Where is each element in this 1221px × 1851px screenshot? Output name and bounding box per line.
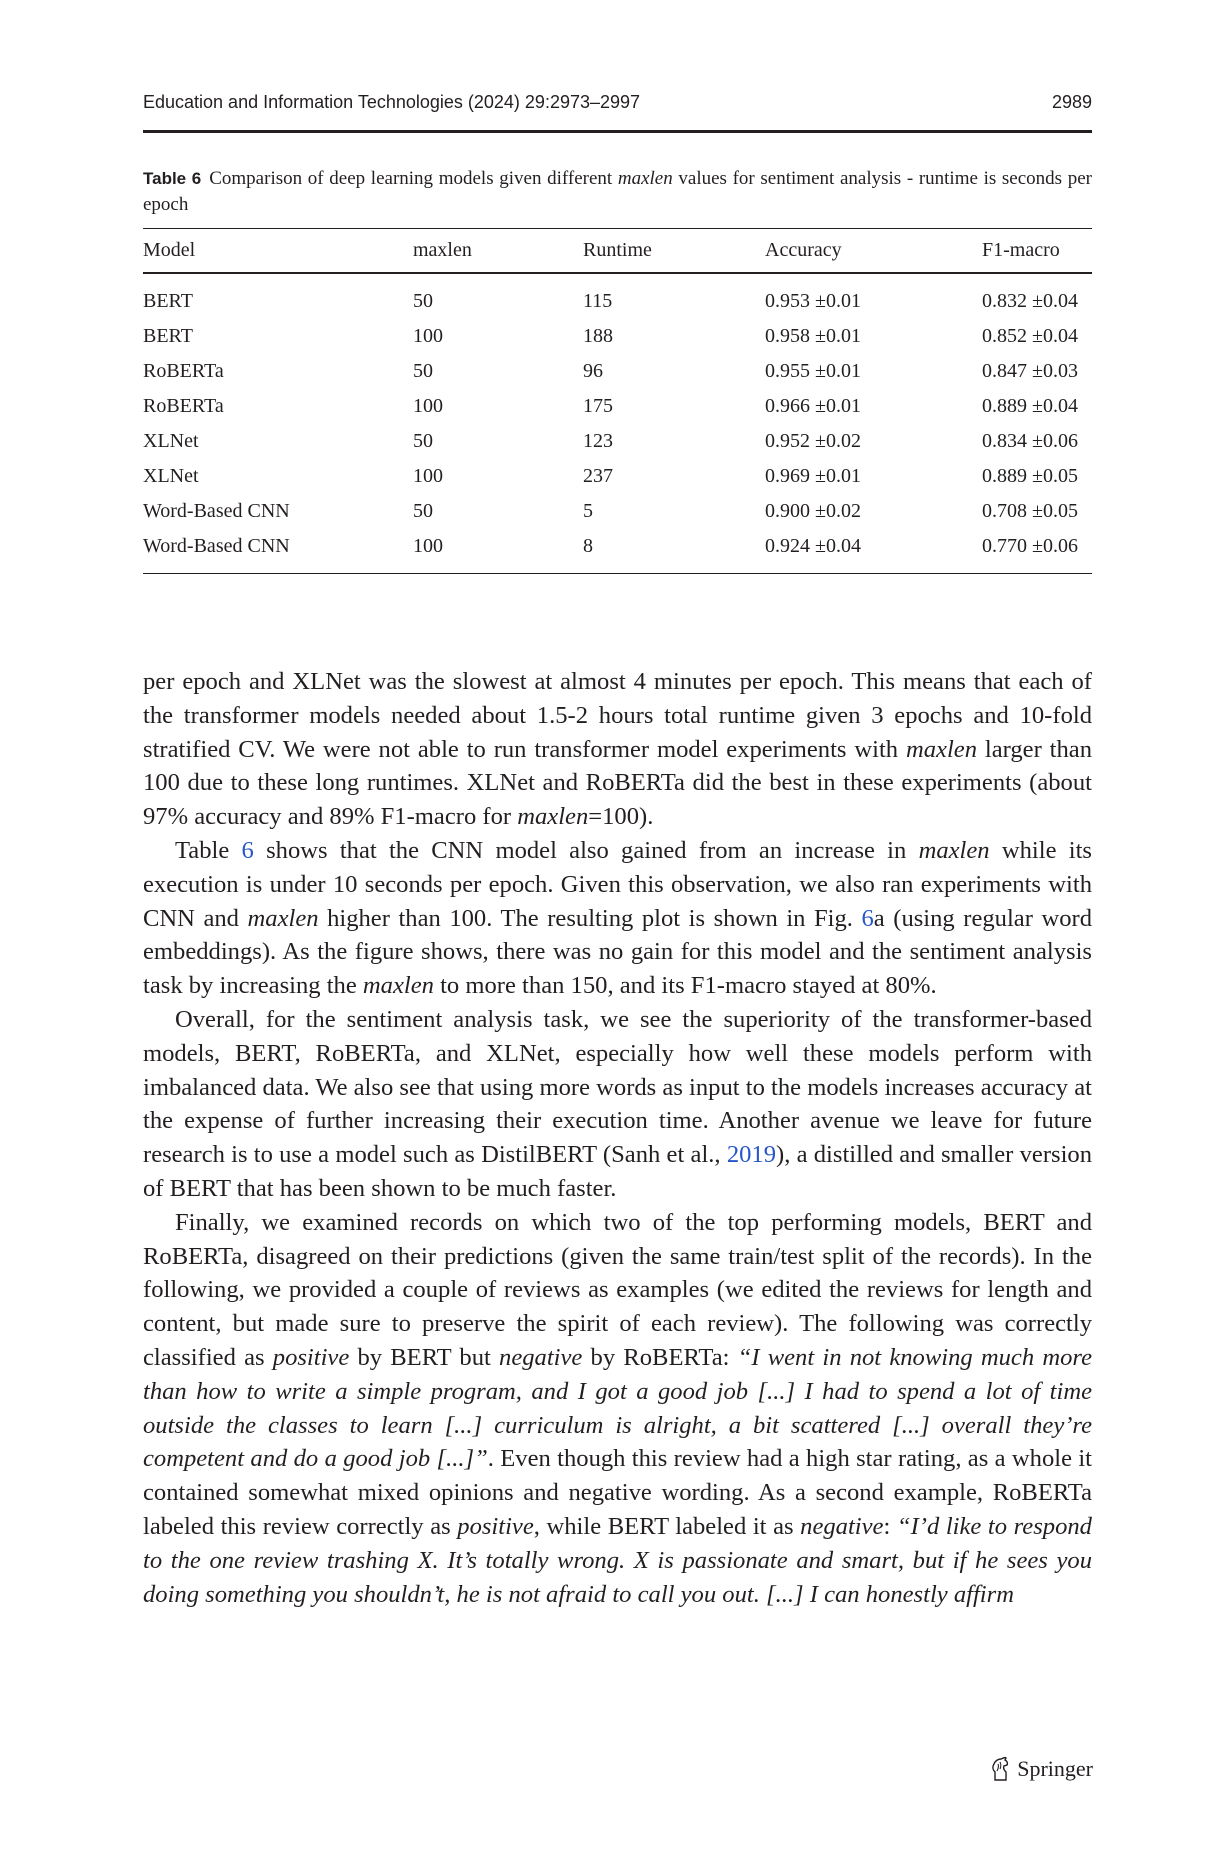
cell-maxlen: 50 (413, 360, 433, 382)
text-run: to more than 150, and its F1-macro stayed at 80%. (433, 972, 937, 1000)
cell-model: RoBERTa (143, 360, 224, 382)
cell-accuracy: 0.900 ±0.02 (765, 500, 861, 522)
cell-runtime: 115 (583, 290, 613, 312)
cell-accuracy: 0.952 ±0.02 (765, 430, 861, 452)
text-run: while its execution is under 10 seconds per epoch. Given this observation, we also ran experiments with CNN and (143, 836, 1092, 932)
caption-text-italic: maxlen (617, 168, 673, 189)
cell-f1-macro: 0.832 ±0.04 (982, 290, 1078, 312)
header-runtime: Runtime (583, 239, 652, 261)
text-run: by RoBERTa: (582, 1343, 738, 1371)
cell-runtime: 175 (583, 395, 613, 417)
text-run: Finally, we examined records on which two of the top performing models, BERT and RoBERTa, disagreed on their predictions (given the same train/test split of the records). In the following, we provided a couple of reviews as examples (we edited the reviews for length and content, but made sure to preserve the spirit of each review). The following was correctly classified as (143, 1208, 1092, 1371)
italic-text: maxlen (918, 836, 990, 864)
body-paragraph (143, 834, 1092, 1003)
cell-f1-macro: 0.770 ±0.06 (982, 535, 1078, 557)
cell-accuracy: 0.955 ±0.01 (765, 360, 861, 382)
body-paragraph (143, 1003, 1092, 1206)
cell-accuracy: 0.953 ±0.01 (765, 290, 861, 312)
footer (989, 1753, 1093, 1785)
table-row (143, 529, 1092, 574)
header-accuracy: Accuracy (765, 239, 842, 261)
italic-text: positive (272, 1343, 350, 1371)
italic-text: maxlen (517, 803, 589, 831)
text-run: shows that the CNN model also gained from an increase in (253, 836, 919, 864)
cell-maxlen: 100 (413, 535, 443, 557)
running-header (143, 92, 1092, 133)
italic-text: negative (800, 1512, 884, 1540)
text-run: . Even though this review had a high star rating, as a whole it contained somewhat mixed opinions and negative wording. As a second example, RoBERTa labeled this review correctly as (143, 1445, 1093, 1540)
cell-f1-macro: 0.834 ±0.06 (982, 430, 1078, 452)
cell-maxlen: 100 (413, 395, 443, 417)
table-row (143, 273, 1092, 319)
cell-maxlen: 50 (413, 500, 433, 522)
italic-text: “I went in not knowing much more than how to write a simple program, and I got a good job [...] I had to spend a lot of time outside the classes to learn [...] curriculum is alright, a bit scattered [...] overall they’re competent and do a good job [...]” (143, 1343, 1092, 1473)
text-run: per epoch and XLNet was the slowest at almost 4 minutes per epoch. This means that each of the transformer models needed about 1.5-2 hours total runtime given 3 epochs and 10-fold stratified CV. We were not able to run transformer model experiments with (143, 668, 1092, 763)
table-row (143, 494, 1092, 529)
header-maxlen: maxlen (413, 239, 472, 261)
italic-text: “I’d like to respond to the one review trashing X. It’s totally wrong. X is passionate and smart, but if he sees you doing something you shouldn’t, he is not afraid to call you out. [...] I can honestly affirm (143, 1512, 1092, 1608)
table-header-row (143, 229, 1092, 274)
cell-model: BERT (143, 290, 193, 312)
table-row (143, 459, 1092, 494)
cell-f1-macro: 0.889 ±0.04 (982, 395, 1078, 417)
text-run: =100). (588, 803, 654, 831)
italic-text: positive (457, 1512, 534, 1540)
text-run: Overall, for the sentiment analysis task, we see the superiority of the transformer-based models, BERT, RoBERTa, and XLNet, especially how well these models perform with imbalanced data. We also see that using more words as input to the models increases accuracy at the expense of further increasing their execution time. Another avenue we leave for future research is to use a model such as DistilBERT (Sanh et al., (143, 1005, 1092, 1169)
cell-f1-macro: 0.847 ±0.03 (982, 360, 1078, 382)
body-text (143, 665, 1092, 1611)
caption-text-before: Comparison of deep learning models given different (209, 168, 618, 189)
text-run: , while BERT labeled it as (533, 1512, 801, 1540)
cell-maxlen: 50 (413, 290, 433, 312)
cross-reference-link[interactable]: 2019 (726, 1141, 777, 1169)
cell-f1-macro: 0.889 ±0.05 (982, 465, 1078, 487)
springer-horse-icon (989, 1756, 1011, 1782)
cell-runtime: 188 (583, 325, 613, 347)
cell-accuracy: 0.966 ±0.01 (765, 395, 861, 417)
text-run: by BERT but (349, 1343, 500, 1371)
page-number: 2989 (1051, 92, 1092, 112)
cell-runtime: 123 (583, 430, 613, 452)
cell-runtime: 5 (583, 500, 593, 522)
header-f1-macro: F1-macro (982, 239, 1060, 261)
table-row (143, 424, 1092, 459)
results-table (143, 228, 1092, 574)
cell-runtime: 237 (583, 465, 613, 487)
text-run: : (883, 1512, 897, 1540)
italic-text: negative (499, 1343, 583, 1371)
text-run: larger than 100 due to these long runtimes. XLNet and RoBERTa did the best in these experiments (about 97% accuracy and 89% F1-macro for (143, 735, 1092, 831)
results-table-container (143, 228, 1092, 574)
cell-maxlen: 100 (413, 325, 443, 347)
cell-runtime: 96 (583, 360, 603, 382)
caption-text-after: values for sentiment analysis - runtime is seconds per epoch (143, 168, 1092, 215)
cell-runtime: 8 (583, 535, 593, 557)
cell-model: Word-Based CNN (143, 535, 290, 557)
text-run: higher than 100. The resulting plot is shown in Fig. (318, 904, 862, 932)
italic-text: maxlen (247, 904, 319, 932)
cell-accuracy: 0.958 ±0.01 (765, 325, 861, 347)
cross-reference-link[interactable]: 6 (861, 904, 874, 932)
cell-model: XLNet (143, 465, 199, 487)
body-paragraph (143, 665, 1092, 834)
table-row (143, 319, 1092, 354)
table-row (143, 354, 1092, 389)
cell-model: XLNet (143, 430, 199, 452)
publisher-name: Springer (1017, 1756, 1093, 1781)
cross-reference-link[interactable]: 6 (241, 836, 254, 864)
cell-model: BERT (143, 325, 193, 347)
body-paragraph (143, 1206, 1092, 1612)
italic-text: maxlen (362, 972, 434, 1000)
cell-model: RoBERTa (143, 395, 224, 417)
cell-maxlen: 50 (413, 430, 433, 452)
italic-text: maxlen (905, 735, 977, 763)
table-row (143, 389, 1092, 424)
cell-f1-macro: 0.852 ±0.04 (982, 325, 1078, 347)
text-run: a (using regular word embeddings). As the figure shows, there was no gain for this model and the sentiment analysis task by increasing the (143, 904, 1092, 1000)
cell-accuracy: 0.969 ±0.01 (765, 465, 861, 487)
table-header (143, 229, 1092, 274)
text-run: ), a distilled and smaller version of BERT that has been shown to be much faster. (143, 1141, 1093, 1202)
cell-model: Word-Based CNN (143, 500, 290, 522)
cell-maxlen: 100 (413, 465, 443, 487)
table-label: Table 6 (143, 169, 202, 188)
cell-accuracy: 0.924 ±0.04 (765, 535, 861, 557)
table-caption (143, 166, 1092, 218)
table-body (143, 273, 1092, 574)
cell-f1-macro: 0.708 ±0.05 (982, 500, 1078, 522)
header-model: Model (143, 239, 196, 261)
journal-citation: Education and Information Technologies (2024) 29:2973–2997 (143, 92, 641, 112)
text-run: Table (175, 836, 242, 864)
